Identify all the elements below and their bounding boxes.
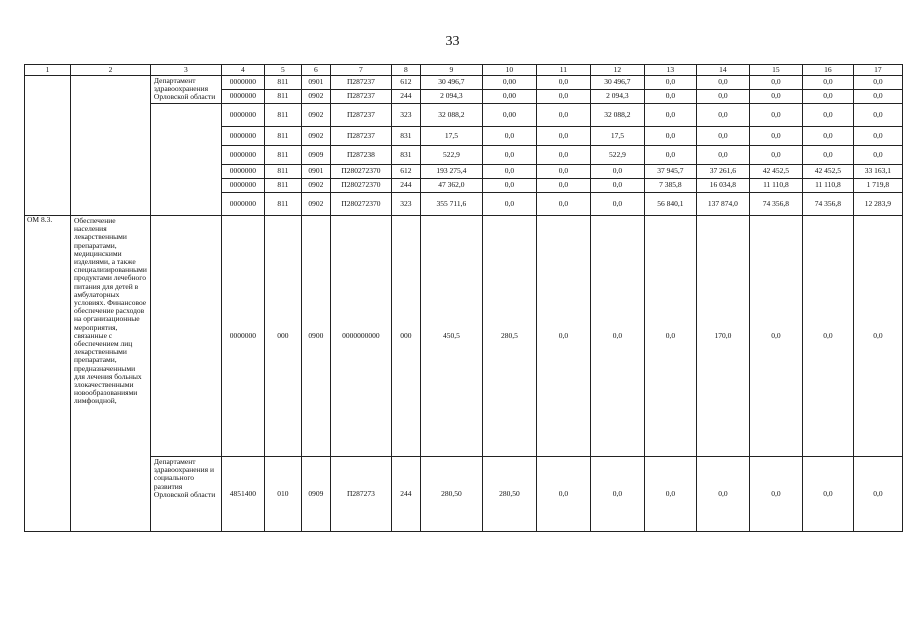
value-cell-col-4: 0000000 — [221, 216, 264, 457]
value-cell-col-10: 0,00 — [482, 90, 536, 104]
value-cell-col-13: 0,0 — [644, 146, 696, 165]
value-cell-col-14: 0,0 — [696, 457, 749, 532]
value-cell-col-6: 0902 — [301, 127, 330, 146]
value-cell-col-7: П287237 — [330, 90, 391, 104]
value-cell-col-8: 244 — [391, 179, 420, 193]
value-cell-col-10: 0,00 — [482, 104, 536, 127]
value-cell-col-14: 0,0 — [696, 90, 749, 104]
value-cell-col-16: 0,0 — [802, 146, 853, 165]
value-cell-col-16: 0,0 — [802, 457, 853, 532]
value-cell-col-6: 0900 — [301, 216, 330, 457]
value-cell-col-14: 0,0 — [696, 127, 749, 146]
header-cell-4: 4 — [221, 65, 264, 76]
value-cell-col-4: 0000000 — [221, 165, 264, 179]
value-cell-col-13: 0,0 — [644, 457, 696, 532]
header-cell-15: 15 — [749, 65, 802, 76]
value-cell-col-14: 16 034,8 — [696, 179, 749, 193]
value-cell-col-8: 831 — [391, 146, 420, 165]
budget-table — [24, 64, 903, 532]
value-cell-col-4: 0000000 — [221, 179, 264, 193]
value-cell-col-5: 811 — [264, 193, 301, 216]
value-cell-col-8: 000 — [391, 216, 420, 457]
value-cell-col-14: 170,0 — [696, 216, 749, 457]
value-cell-col-4: 0000000 — [221, 127, 264, 146]
value-cell-col-15: 0,0 — [749, 104, 802, 127]
header-cell-12: 12 — [590, 65, 644, 76]
value-cell-col-10: 0,0 — [482, 193, 536, 216]
value-cell-col-8: 831 — [391, 127, 420, 146]
organization-cell-empty — [150, 104, 221, 216]
value-cell-col-17: 0,0 — [853, 90, 902, 104]
value-cell-col-12: 0,0 — [590, 165, 644, 179]
value-cell-col-10: 0,0 — [482, 165, 536, 179]
value-cell-col-8: 612 — [391, 165, 420, 179]
value-cell-col-4: 0000000 — [221, 90, 264, 104]
value-cell-col-12: 17,5 — [590, 127, 644, 146]
value-cell-col-4: 0000000 — [221, 146, 264, 165]
value-cell-col-11: 0,0 — [536, 457, 590, 532]
value-cell-col-8: 323 — [391, 104, 420, 127]
value-cell-col-7: П280272370 — [330, 165, 391, 179]
header-cell-9: 9 — [420, 65, 482, 76]
value-cell-col-13: 37 945,7 — [644, 165, 696, 179]
value-cell-col-14: 0,0 — [696, 76, 749, 90]
value-cell-col-4: 0000000 — [221, 104, 264, 127]
value-cell-col-12: 32 088,2 — [590, 104, 644, 127]
value-cell-col-10: 280,50 — [482, 457, 536, 532]
header-cell-14: 14 — [696, 65, 749, 76]
table-row — [25, 76, 903, 90]
value-cell-col-5: 000 — [264, 216, 301, 457]
measure-code-cell: ОМ 8.3. — [25, 216, 71, 532]
value-cell-col-16: 74 356,8 — [802, 193, 853, 216]
value-cell-col-17: 0,0 — [853, 146, 902, 165]
value-cell-col-17: 33 163,1 — [853, 165, 902, 179]
value-cell-col-11: 0,0 — [536, 104, 590, 127]
header-cell-2: 2 — [71, 65, 151, 76]
value-cell-col-5: 811 — [264, 165, 301, 179]
value-cell-col-7: 0000000000 — [330, 216, 391, 457]
header-cell-13: 13 — [644, 65, 696, 76]
value-cell-col-5: 811 — [264, 90, 301, 104]
value-cell-col-16: 0,0 — [802, 90, 853, 104]
value-cell-col-15: 0,0 — [749, 90, 802, 104]
value-cell-col-16: 42 452,5 — [802, 165, 853, 179]
value-cell-col-5: 010 — [264, 457, 301, 532]
organization-cell: Департамент здравоохранения и социального развития Орловской области — [150, 457, 221, 532]
value-cell-col-14: 37 261,6 — [696, 165, 749, 179]
value-cell-col-11: 0,0 — [536, 165, 590, 179]
value-cell-col-11: 0,0 — [536, 127, 590, 146]
value-cell-col-9: 2 094,3 — [420, 90, 482, 104]
value-cell-col-13: 0,0 — [644, 216, 696, 457]
value-cell-col-4: 0000000 — [221, 193, 264, 216]
value-cell-col-9: 47 362,0 — [420, 179, 482, 193]
header-cell-11: 11 — [536, 65, 590, 76]
value-cell-col-11: 0,0 — [536, 179, 590, 193]
header-row — [25, 65, 903, 76]
header-cell-8: 8 — [391, 65, 420, 76]
value-cell-col-16: 0,0 — [802, 76, 853, 90]
value-cell-col-16: 11 110,8 — [802, 179, 853, 193]
value-cell-col-11: 0,0 — [536, 193, 590, 216]
value-cell-col-9: 30 496,7 — [420, 76, 482, 90]
value-cell-col-8: 244 — [391, 457, 420, 532]
value-cell-col-5: 811 — [264, 104, 301, 127]
value-cell-col-9: 355 711,6 — [420, 193, 482, 216]
value-cell-col-6: 0902 — [301, 193, 330, 216]
value-cell-col-6: 0909 — [301, 457, 330, 532]
value-cell-col-4: 4851400 — [221, 457, 264, 532]
value-cell-col-5: 811 — [264, 127, 301, 146]
header-cell-1: 1 — [25, 65, 71, 76]
value-cell-col-16: 0,0 — [802, 216, 853, 457]
value-cell-col-10: 280,5 — [482, 216, 536, 457]
value-cell-col-16: 0,0 — [802, 104, 853, 127]
value-cell-col-13: 0,0 — [644, 90, 696, 104]
value-cell-col-8: 244 — [391, 90, 420, 104]
table-row — [25, 104, 903, 127]
value-cell-col-5: 811 — [264, 146, 301, 165]
header-cell-6: 6 — [301, 65, 330, 76]
header-cell-5: 5 — [264, 65, 301, 76]
value-cell-col-11: 0,0 — [536, 216, 590, 457]
value-cell-col-13: 0,0 — [644, 76, 696, 90]
header-cell-16: 16 — [802, 65, 853, 76]
value-cell-col-17: 0,0 — [853, 104, 902, 127]
organization-cell-empty — [150, 216, 221, 457]
value-cell-col-13: 0,0 — [644, 127, 696, 146]
value-cell-col-5: 811 — [264, 76, 301, 90]
value-cell-col-9: 450,5 — [420, 216, 482, 457]
header-cell-10: 10 — [482, 65, 536, 76]
value-cell-col-9: 280,50 — [420, 457, 482, 532]
value-cell-col-12: 2 094,3 — [590, 90, 644, 104]
value-cell-col-7: П287273 — [330, 457, 391, 532]
value-cell-col-17: 0,0 — [853, 76, 902, 90]
value-cell-col-13: 0,0 — [644, 104, 696, 127]
value-cell-col-10: 0,0 — [482, 146, 536, 165]
value-cell-col-6: 0902 — [301, 104, 330, 127]
value-cell-col-15: 0,0 — [749, 76, 802, 90]
value-cell-col-11: 0,0 — [536, 146, 590, 165]
value-cell-col-15: 0,0 — [749, 146, 802, 165]
organization-cell: Департамент здравоохранения Орловской области — [150, 76, 221, 104]
value-cell-col-13: 56 840,1 — [644, 193, 696, 216]
value-cell-col-6: 0901 — [301, 165, 330, 179]
value-cell-col-5: 811 — [264, 179, 301, 193]
value-cell-col-12: 0,0 — [590, 216, 644, 457]
value-cell-col-6: 0902 — [301, 179, 330, 193]
value-cell-col-15: 0,0 — [749, 457, 802, 532]
header-cell-7: 7 — [330, 65, 391, 76]
value-cell-col-6: 0901 — [301, 76, 330, 90]
measure-description-cell: Обеспечение населения лекарственными препаратами, медицинскими изделиями, а также специализированными продуктами лечебного питания для детей в амбулаторных условиях. Финансовое обеспечение расходов на организационные мероприятия, связанные с обеспечением лиц лекарственными препаратами, предназначенными для лечения больных злокачественными новообразованиями лимфоидной, — [71, 216, 151, 532]
value-cell-col-7: П287237 — [330, 127, 391, 146]
value-cell-col-7: П287237 — [330, 104, 391, 127]
value-cell-col-14: 0,0 — [696, 104, 749, 127]
value-cell-col-12: 30 496,7 — [590, 76, 644, 90]
value-cell-col-11: 0,0 — [536, 76, 590, 90]
table-row — [25, 216, 903, 457]
value-cell-col-12: 0,0 — [590, 193, 644, 216]
value-cell-col-12: 0,0 — [590, 457, 644, 532]
value-cell-col-9: 32 088,2 — [420, 104, 482, 127]
code-cell — [25, 76, 71, 216]
value-cell-col-12: 522,9 — [590, 146, 644, 165]
value-cell-col-11: 0,0 — [536, 90, 590, 104]
value-cell-col-17: 0,0 — [853, 216, 902, 457]
value-cell-col-10: 0,0 — [482, 179, 536, 193]
value-cell-col-17: 12 283,9 — [853, 193, 902, 216]
value-cell-col-10: 0,00 — [482, 76, 536, 90]
value-cell-col-9: 522,9 — [420, 146, 482, 165]
value-cell-col-15: 74 356,8 — [749, 193, 802, 216]
value-cell-col-16: 0,0 — [802, 127, 853, 146]
value-cell-col-14: 137 874,0 — [696, 193, 749, 216]
value-cell-col-17: 0,0 — [853, 457, 902, 532]
value-cell-col-10: 0,0 — [482, 127, 536, 146]
value-cell-col-15: 11 110,8 — [749, 179, 802, 193]
value-cell-col-13: 7 385,8 — [644, 179, 696, 193]
value-cell-col-17: 1 719,8 — [853, 179, 902, 193]
value-cell-col-15: 0,0 — [749, 127, 802, 146]
value-cell-col-9: 17,5 — [420, 127, 482, 146]
value-cell-col-15: 0,0 — [749, 216, 802, 457]
value-cell-col-8: 323 — [391, 193, 420, 216]
value-cell-col-6: 0902 — [301, 90, 330, 104]
header-cell-17: 17 — [853, 65, 902, 76]
value-cell-col-7: П280272370 — [330, 179, 391, 193]
value-cell-col-9: 193 275,4 — [420, 165, 482, 179]
value-cell-col-12: 0,0 — [590, 179, 644, 193]
value-cell-col-17: 0,0 — [853, 127, 902, 146]
value-cell-col-7: П287238 — [330, 146, 391, 165]
value-cell-col-15: 42 452,5 — [749, 165, 802, 179]
page-number: 33 — [445, 34, 460, 49]
value-cell-col-6: 0909 — [301, 146, 330, 165]
value-cell-col-14: 0,0 — [696, 146, 749, 165]
table-row — [25, 457, 903, 532]
value-cell-col-4: 0000000 — [221, 76, 264, 90]
value-cell-col-7: П280272370 — [330, 193, 391, 216]
header-cell-3: 3 — [150, 65, 221, 76]
description-cell — [71, 76, 151, 216]
value-cell-col-7: П287237 — [330, 76, 391, 90]
value-cell-col-8: 612 — [391, 76, 420, 90]
